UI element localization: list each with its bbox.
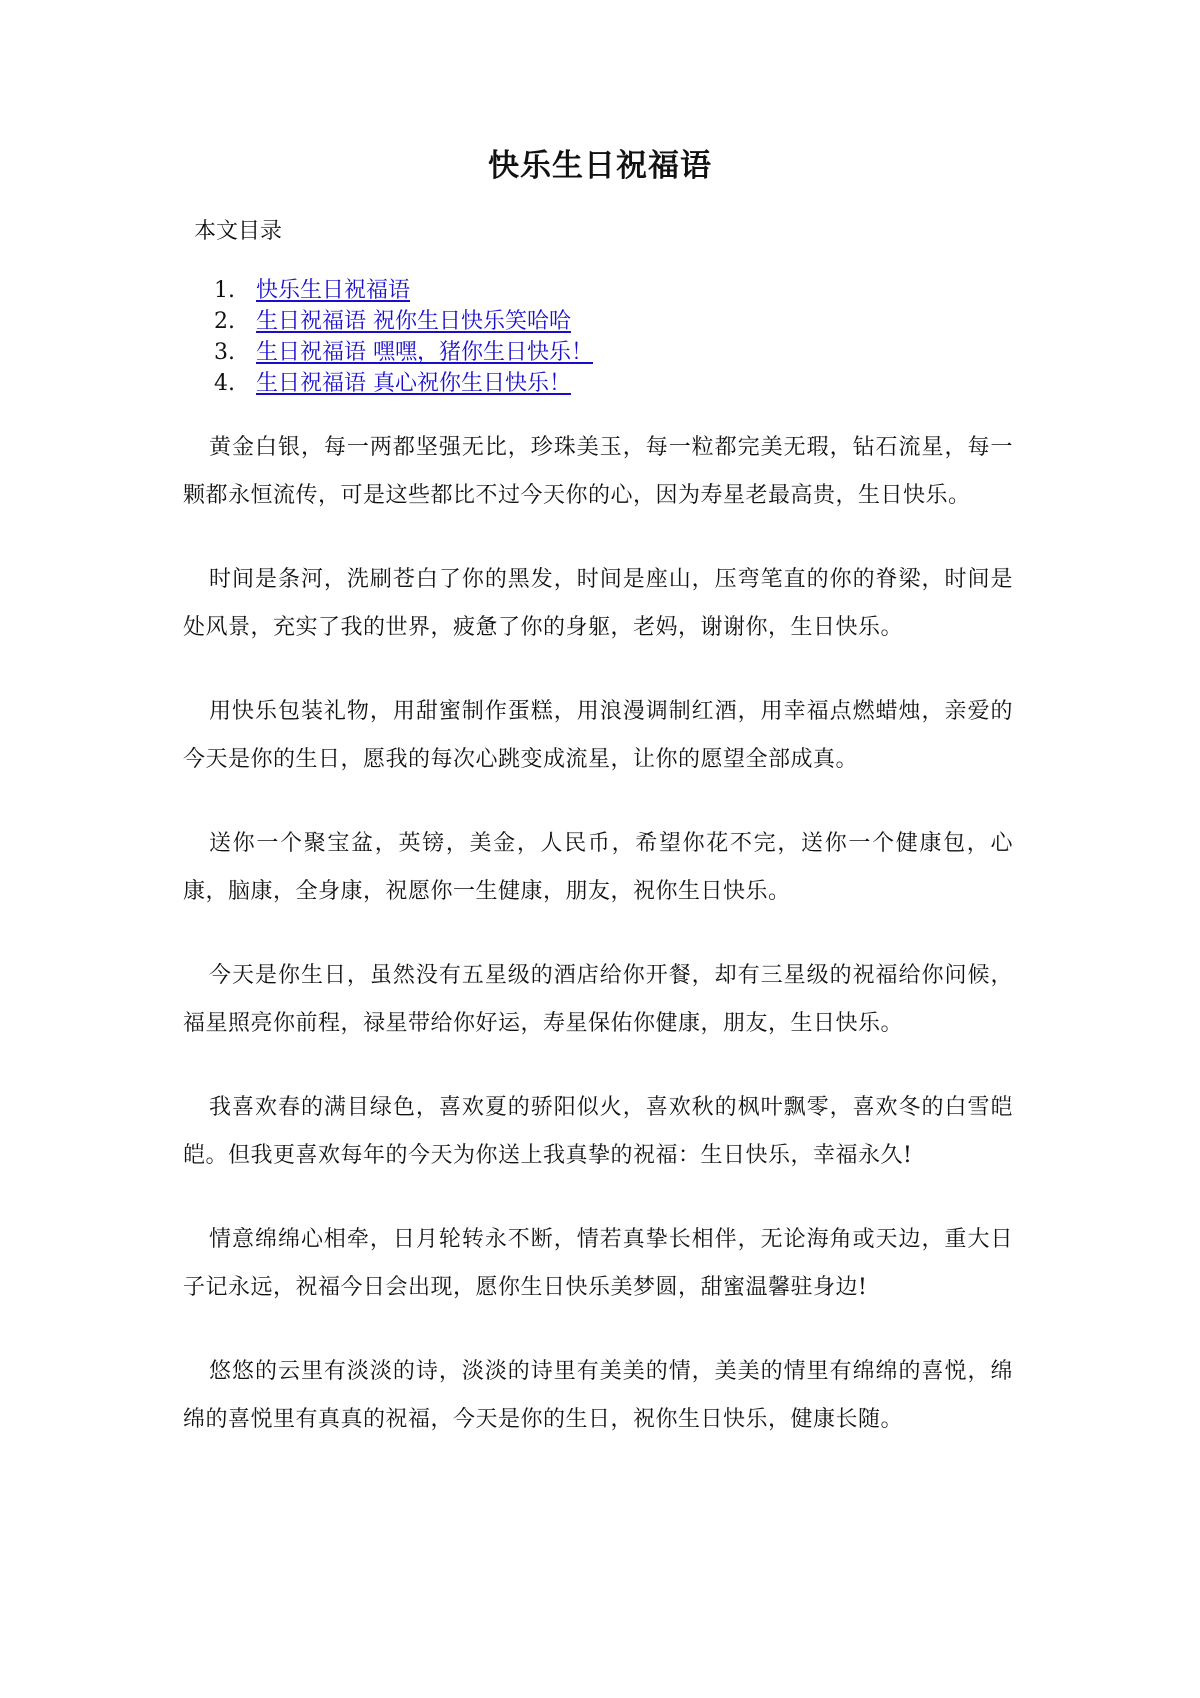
toc-item-number: 1. xyxy=(214,278,235,303)
table-of-contents xyxy=(214,275,593,399)
toc-item xyxy=(214,368,593,399)
body-paragraph: 用快乐包装礼物，用甜蜜制作蛋糕，用浪漫调制红酒，用幸福点燃蜡烛，亲爱的今天是你的生日，愿我的每次心跳变成流星，让你的愿望全部成真。 xyxy=(183,699,1013,772)
toc-item xyxy=(214,306,593,337)
toc-item-number: 3. xyxy=(214,340,235,365)
article-body xyxy=(183,424,1013,1480)
toc-link-4[interactable]: 生日祝福语 真心祝你生日快乐！ xyxy=(256,371,571,396)
toc-heading: 本文目录 xyxy=(194,219,283,244)
page-title: 快乐生日祝福语 xyxy=(488,148,712,184)
toc-link-2[interactable]: 生日祝福语 祝你生日快乐笑哈哈 xyxy=(256,309,571,334)
toc-link-1[interactable]: 快乐生日祝福语 xyxy=(256,278,411,303)
body-paragraph: 时间是条河，洗刷苍白了你的黑发，时间是座山，压弯笔直的你的脊梁，时间是处风景，充实了我的世界，疲惫了你的身躯，老妈，谢谢你，生日快乐。 xyxy=(183,567,1013,640)
body-paragraph: 悠悠的云里有淡淡的诗，淡淡的诗里有美美的情，美美的情里有绵绵的喜悦，绵绵的喜悦里有真真的祝福，今天是你的生日，祝你生日快乐，健康长随。 xyxy=(183,1359,1013,1432)
body-paragraph: 情意绵绵心相牵，日月轮转永不断，情若真挚长相伴，无论海角或天边，重大日子记永远，祝福今日会出现，愿你生日快乐美梦圆，甜蜜温馨驻身边! xyxy=(183,1227,1013,1300)
body-paragraph: 黄金白银，每一两都坚强无比，珍珠美玉，每一粒都完美无瑕，钻石流星，每一颗都永恒流传，可是这些都比不过今天你的心，因为寿星老最高贵，生日快乐。 xyxy=(183,435,1013,508)
body-paragraph: 送你一个聚宝盆，英镑，美金，人民币，希望你花不完，送你一个健康包，心康，脑康，全身康，祝愿你一生健康，朋友，祝你生日快乐。 xyxy=(183,831,1013,904)
toc-item-number: 4. xyxy=(214,371,235,396)
toc-item xyxy=(214,337,593,368)
body-paragraph: 今天是你生日，虽然没有五星级的酒店给你开餐，却有三星级的祝福给你问候，福星照亮你前程，禄星带给你好运，寿星保佑你健康，朋友，生日快乐。 xyxy=(183,963,1013,1036)
body-paragraph: 我喜欢春的满目绿色，喜欢夏的骄阳似火，喜欢秋的枫叶飘零，喜欢冬的白雪皑皑。但我更喜欢每年的今天为你送上我真挚的祝福：生日快乐，幸福永久! xyxy=(183,1095,1013,1168)
toc-link-3[interactable]: 生日祝福语 嘿嘿，猪你生日快乐！ xyxy=(256,340,593,365)
toc-item xyxy=(214,275,593,306)
toc-item-number: 2. xyxy=(214,309,235,334)
